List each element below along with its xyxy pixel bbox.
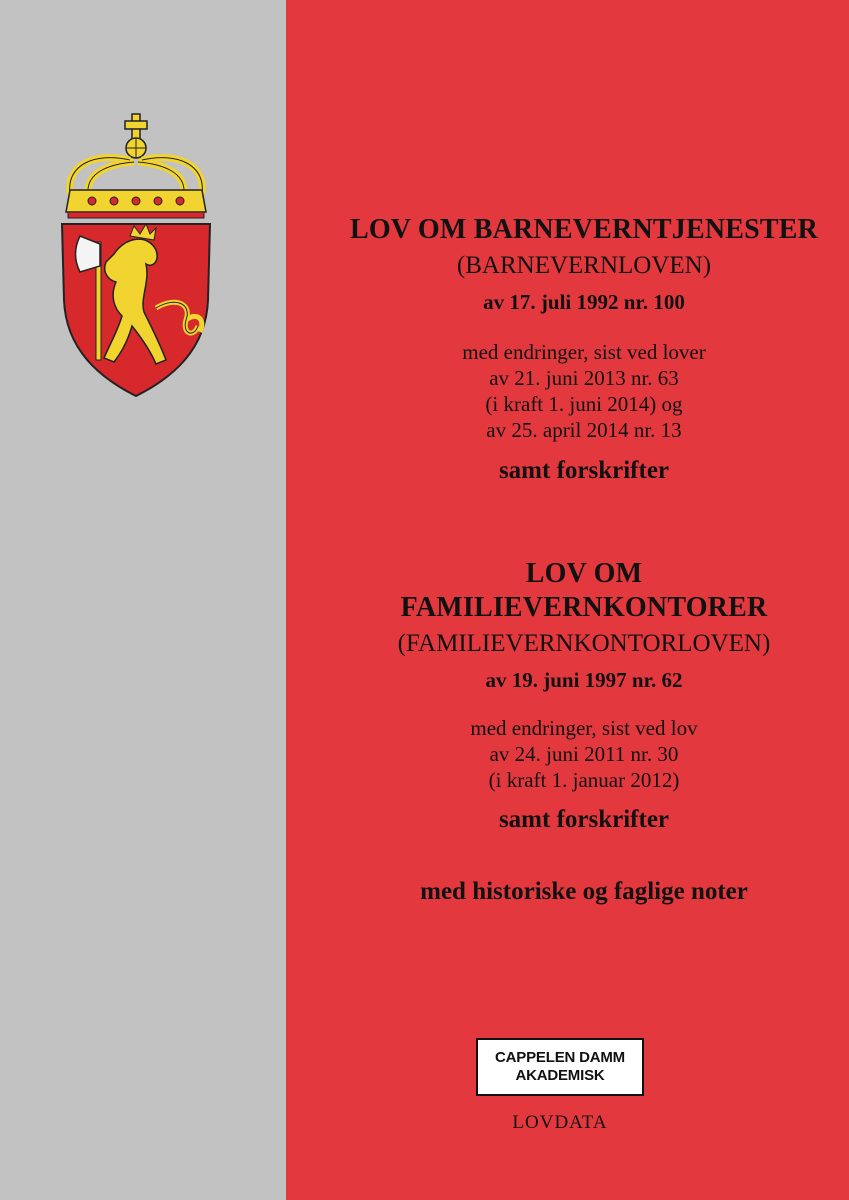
law2-title-line1: LOV OM: [525, 558, 643, 589]
publisher-name-line2: AKADEMISK: [515, 1067, 605, 1084]
law1-date: av 17. juli 1992 nr. 100: [483, 290, 685, 314]
norwegian-coat-of-arms-icon: [56, 112, 216, 398]
law2-amendment-line: med endringer, sist ved lov: [470, 716, 698, 740]
law2-amendment-line: av 24. juni 2011 nr. 30: [489, 742, 679, 766]
law1-amendment-line: med endringer, sist ved lover: [462, 340, 706, 364]
law2-short-name: (FAMILIEVERNKONTORLOVEN): [397, 630, 771, 657]
law1-amendment-line: (i kraft 1. juni 2014) og: [485, 392, 683, 416]
law2-amendment-line: (i kraft 1. januar 2012): [488, 768, 680, 792]
law2-date: av 19. juni 1997 nr. 62: [485, 668, 683, 692]
law2-supplement: samt forskrifter: [498, 806, 670, 833]
publisher-logo: [476, 1038, 644, 1096]
law1-amendment-line: av 25. april 2014 nr. 13: [486, 418, 682, 442]
notes-line: med historiske og faglige noter: [420, 878, 748, 905]
law1-supplement: samt forskrifter: [498, 457, 670, 484]
law1-title: LOV OM BARNEVERNTJENESTER: [349, 214, 819, 245]
law1-short-name: (BARNEVERNLOVEN): [456, 252, 712, 279]
law2-title-line2: FAMILIEVERNKONTORER: [400, 592, 768, 623]
law1-amendment-line: av 21. juni 2013 nr. 63: [489, 366, 679, 390]
publisher-name-line1: CAPPELEN DAMM: [495, 1049, 625, 1066]
imprint-label: LOVDATA: [512, 1112, 608, 1133]
